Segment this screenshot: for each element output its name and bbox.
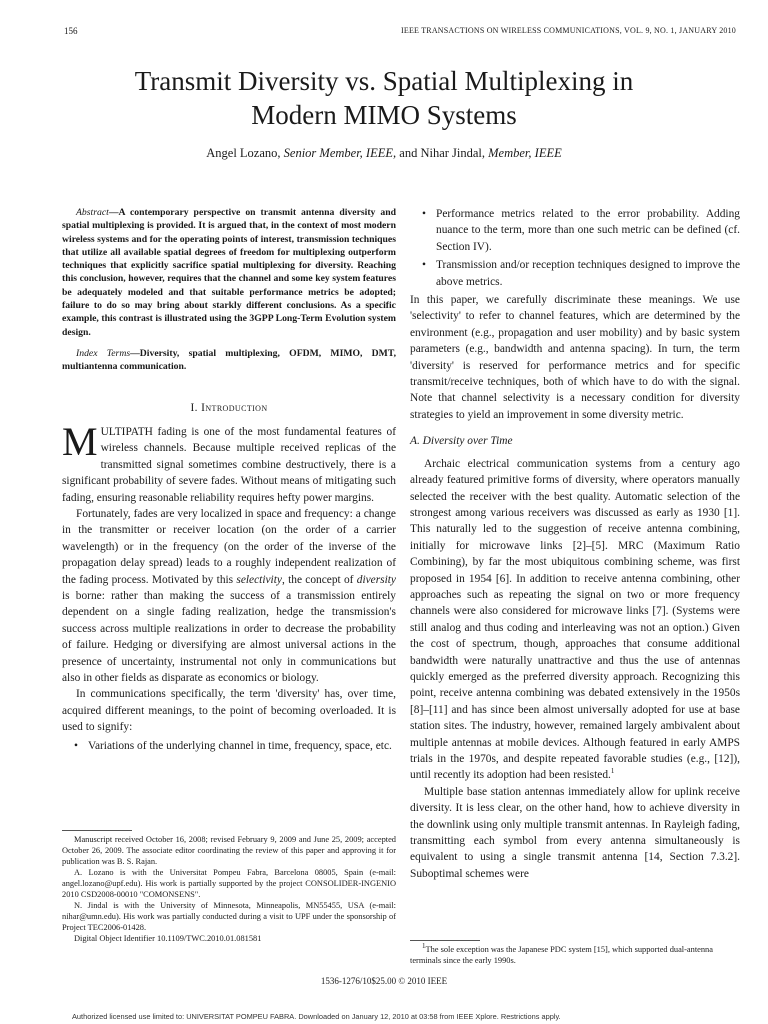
footnote-manuscript: Manuscript received October 16, 2008; revised February 9, 2009 and June 25, 2009; accepted October 26, 2009. The associate editor coordinating the review of this paper and approving it for publication was B. S. Rajan. bbox=[62, 835, 396, 866]
footnote-divider-right bbox=[410, 940, 480, 941]
bullet-icon: • bbox=[74, 739, 78, 752]
index-terms bbox=[62, 347, 396, 374]
intro-paragraph-1: MULTIPATH fading is one of the most fundamental features of wireless channels. Because multiple received replicas of the transmitted signal sometimes combine destructively, there is a significant probability of severe fades. Without means of mitigating such fading, ensuring reasonable reliability requires hefty power margins. bbox=[62, 418, 396, 504]
page-number: 156 bbox=[64, 26, 78, 36]
subsection-heading: A. Diversity over Time bbox=[410, 435, 513, 448]
footnote-jindal: N. Jindal is with the University of Minnesota, Minneapolis, MN55455, USA (e-mail: nihar@umn.edu). His work was partially conducted during a visit to UPF under the sponsorship of Project TEC2006-01428. bbox=[62, 901, 396, 932]
list-item: • Variations of the underlying channel in time, frequency, space, etc. bbox=[62, 738, 396, 754]
index-terms-text: —Diversity, spatial multiplexing, OFDM, MIMO, DMT, multiantenna communication. bbox=[62, 347, 396, 373]
paragraph-base-station: Multiple base station antennas immediately allow for uplink receive diversity. It is less clear, on the other hand, how to achieve diversity in the downlink using only multiple transmit antennas. In Rayleigh fading, transmitting each symbol from every antenna simultaneously is equivalent to using a single transmit antenna [14, Section 7.3.2]. Suboptimal schemes were bbox=[410, 785, 740, 880]
bullet-icon: • bbox=[422, 259, 426, 272]
title-line-2: Modern MIMO Systems bbox=[251, 100, 517, 130]
intro-paragraph-3: In communications specifically, the term 'diversity' has, over time, acquired different meanings, to the point of becoming overloaded. It is used to signify: bbox=[62, 688, 396, 734]
intro-paragraph-2: Fortunately, fades are very localized in space and frequency: a change in the transmitter or receiver location (on the order of a carrier wavelength) or in the frequency (on the order of the inverse of the propagation delay spread) leads to a roughly independent realization of the fading process. Motivated by this selectivity, the concept of diversity is borne: rather than making the success of a transmission entirely dependent on a single fading realization, hedge the transmission's success across multiple realizations in order to decrease the probability of failure. Hedging or diversifying are almost universal actions in the presence of uncertainty, instrumental not only in communications but also in other fields as disparate as economics or biology. bbox=[62, 508, 396, 685]
bullet-icon: • bbox=[422, 208, 426, 220]
paragraph-diversity-history: Archaic electrical communication systems from a century ago already featured primitive forms of diversity, where operators manually selected the receiver with the best quality. Automatic selection of the strongest among various receivers was discussed as early as 1930 [1]. This naturally led to the suggestion of receive antenna combining, initially for microwave links [2]–[5]. MRC (Maximum Ratio Combining), by far the most ubiquitous combining scheme, was first proposed in 1954 [6]. In addition to receive antenna combining, other approaches such as repeating the signal on two or more frequency channels were also considered for microwave links [7]. (Systems were still analog and thus coding and interleaving was not an option.) Given the cost of spectrum, though, approaches that consume additional bandwidth were naturally unattractive and thus the use of antennas quickly emerged as the preferred diversity approach. Recognizing this point, receive antenna combining was debated extensively in the 1950s [8]–[11] and has since been almost universally adopted for use at base station sites. The industry, however, remained largely ambivalent about multiple antennas at mobile devices. Although featured in early AMPS trials in the 1970s, and despite repeated favorable studies (e.g., [12]), until recently its adoption had been resisted.$^1$ bbox=[410, 457, 740, 782]
list-item: • Transmission and/or reception techniques designed to improve the above metrics. bbox=[422, 259, 740, 288]
author-1-role: Senior Member, IEEE, bbox=[283, 146, 397, 160]
license-notice: Authorized licensed use limited to: UNIVERSITAT POMPEU FABRA. Downloaded on January 12, 2010 at 03:58 from IEEE Xplore. Restrictions apply. bbox=[72, 1012, 561, 1021]
paper-title bbox=[40, 64, 728, 132]
left-column bbox=[62, 206, 396, 756]
right-column bbox=[410, 204, 740, 882]
index-terms-label: Index Terms bbox=[76, 347, 131, 359]
list-item: • Performance metrics related to the error probability. Adding nuance to the term, more than one such metric can be defined (cf. Section IV). bbox=[422, 208, 740, 253]
drop-cap: M bbox=[62, 418, 98, 464]
section-title: Introduction bbox=[201, 401, 268, 414]
footnotes-left bbox=[62, 834, 396, 944]
title-line-1: Transmit Diversity vs. Spatial Multiplexing in bbox=[134, 66, 634, 96]
abstract-text: —A contemporary perspective on transmit antenna diversity and spatial multiplexing is provided. It is argued that, in the context of most modern wireless systems and for the operating points of interest, transmission techniques that utilize all available spatial degrees of freedom for multiplexing outperform techniques that explicitly sacrifice spatial multiplexing for diversity. Reaching this conclusion, however, requires that the channel and some key system features be adequately modeled and that suitable performance metrics be adopted; failure to do so may bring about starkly different conclusions. As a specific example, this contrast is illustrated using the 3GPP Long-Term Evolution system design. bbox=[62, 207, 396, 338]
footnote-pdc: $^1$The sole exception was the Japanese PDC system [15], which supported dual-antenna terminals since the early 1990s. bbox=[410, 942, 713, 965]
footnote-marker: 1 bbox=[610, 767, 615, 776]
footnote-doi: Digital Object Identifier 10.1109/TWC.2010.01.081581 bbox=[74, 934, 262, 943]
copyright-line: 1536-1276/10$25.00 © 2010 IEEE bbox=[320, 976, 448, 986]
paragraph-selectivity: In this paper, we carefully discriminate these meanings. We use 'selectivity' to refer to channel features, which are determined by the environment (e.g., propagation and user mobility) and by basic system parameters (e.g., bandwidth and antenna spacing). In turn, the term 'diversity' is reserved for performance metrics and for specific transmit/receive techniques, both of which have to do with the signal. Note that channel selectivity is a necessary condition for diversity strategies to yield an improvement in some diversity metric. bbox=[410, 294, 740, 421]
author-2: and Nihar Jindal, bbox=[399, 146, 486, 160]
author-2-role: Member, IEEE bbox=[488, 146, 562, 160]
abstract bbox=[62, 206, 396, 339]
journal-header: IEEE TRANSACTIONS ON WIRELESS COMMUNICATIONS, VOL. 9, NO. 1, JANUARY 2010 bbox=[401, 26, 736, 35]
abstract-label: Abstract bbox=[76, 207, 109, 218]
footnote-divider bbox=[62, 830, 132, 831]
section-numeral: I. bbox=[190, 401, 198, 414]
author-1: Angel Lozano, bbox=[206, 146, 281, 160]
section-heading-introduction bbox=[62, 400, 396, 416]
author-line bbox=[40, 146, 728, 161]
footnote-lozano: A. Lozano is with the Universitat Pompeu Fabra, Barcelona 08005, Spain (e-mail: angel.lozano@upf.edu). His work is partially supported by the project CONSOLIDER-INGENIO 2010 CSD2008-00010 "COMONSENS". bbox=[62, 868, 396, 899]
